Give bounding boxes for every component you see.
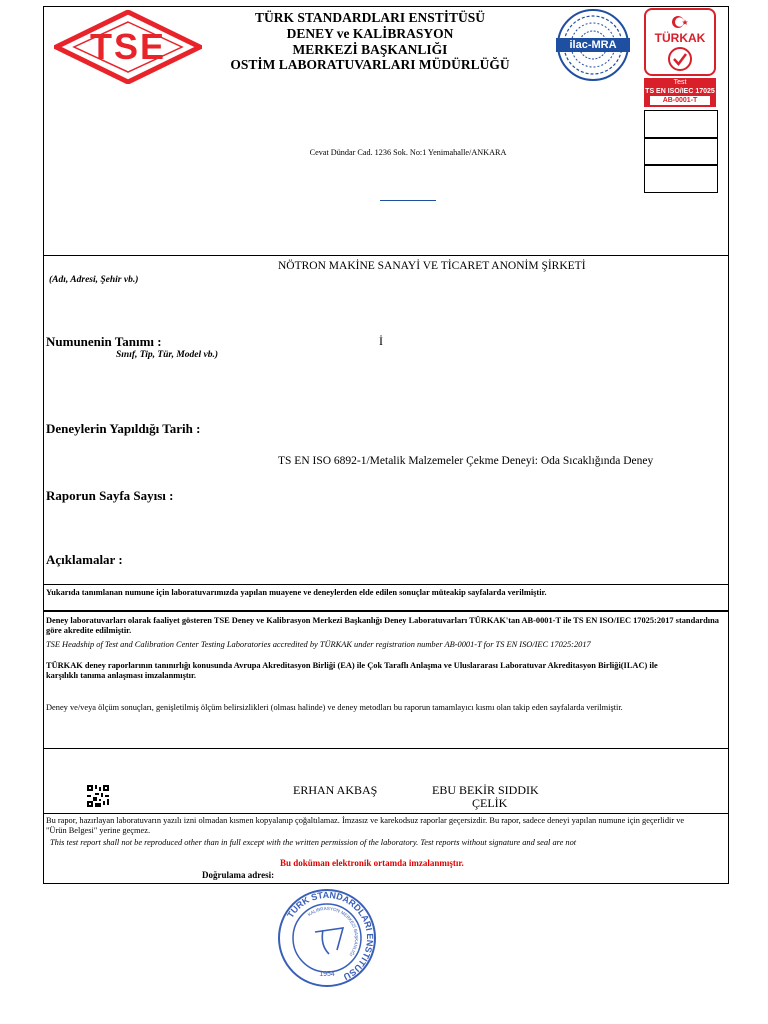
institute-line-2: DENEY ve KALİBRASYON — [286, 26, 454, 41]
report-number-box-3 — [644, 165, 718, 193]
test-method: TS EN ISO 6892-1/Metalik Malzemeler Çekme Deneyi: Oda Sıcaklığında Deney — [278, 455, 654, 467]
right-border — [728, 256, 729, 586]
signer-2-name-line-2: ÇELİK — [472, 796, 508, 810]
institute-address: Cevat Dündar Cad. 1236 Sok. No:1 Yenimahalle/ANKARA — [309, 148, 507, 157]
tse-logo — [54, 10, 202, 84]
website-link[interactable] — [380, 200, 436, 201]
ilac-mra-logo — [554, 8, 632, 82]
seal-year: 1954 — [319, 971, 335, 978]
reproduction-note-tr: Bu rapor, hazırlayan laboratuvarın yazılı izni olmadan kısmen kopyalanıp çoğaltılamaz. İmzasız ve karekodsuz raporlar geçersizdir. Bu rapor, sadece deneyi yapılan numune için geçerlidir ve "Ürün Belgesi" yerine geçmez. — [46, 816, 685, 835]
verification-label: Doğrulama adresi: — [202, 870, 275, 880]
turkak-badge — [644, 8, 716, 76]
turkak-accreditation-label — [644, 78, 716, 107]
results-note: Yukarıda tanımlanan numune için laboratuvarımızda yapılan muayene ve deneylerden elde edilen sonuçlar müteakip sayfalarda verilmiştir. — [46, 588, 547, 597]
customer-name: NÖTRON MAKİNE SANAYİ VE TİCARET ANONİM ŞİRKETİ — [278, 260, 586, 272]
accreditation-tr: Deney laboratuvarları olarak faaliyet gösteren TSE Deney ve Kalibrasyon Merkezi Başkanlığı Deney Laboratuvarları TÜRKAK'tan AB-0001-T ile TS EN ISO/IEC 17025:2017 standardına göre akredite edilmiştir. — [46, 616, 719, 635]
ilac-mra-text: ilac-MRA — [569, 39, 617, 51]
check-circle-icon — [667, 46, 693, 72]
sample-hint: Sınıf, Tip, Tür, Model vb.) — [116, 350, 219, 360]
reproduction-note-en: This test report shall not be reproduced other than in full except with the written permission of the laboratory. Test reports without signature and seal are not — [50, 838, 577, 847]
crescent-star-icon — [670, 15, 690, 29]
uncertainty-note: Deney ve/veya ölçüm sonuçları, genişletilmiş ölçüm belirsizlikleri (olması halinde) ve deney metodları bu raporun tamamlayıcı kısmı olan takip eden sayfalarda verilmiştir. — [46, 703, 623, 712]
seal-stamp-icon — [277, 888, 377, 988]
page-count-label: Raporun Sayfa Sayısı : — [46, 488, 174, 503]
institute-line-3: MERKEZİ BAŞKANLIĞI — [292, 42, 448, 57]
electronic-signature-note: Bu doküman elektronik ortamda imzalanmıştır. — [280, 858, 464, 868]
report-number-box-2 — [644, 138, 718, 165]
turkak-name: TÜRKAK — [654, 31, 706, 45]
remarks-label: Açıklamalar : — [46, 552, 123, 567]
report-number-box-1 — [644, 110, 718, 138]
left-border — [43, 256, 44, 586]
signature-left-border — [43, 749, 44, 814]
official-seal — [277, 888, 377, 988]
turkak-code-text: AB-0001-T — [662, 97, 698, 104]
customer-hint: (Adı, Adresi, Şehir vb.) — [49, 275, 139, 285]
signer-2-name-line-1: EBU BEKİR SIDDIK — [432, 783, 539, 797]
test-date-label: Deneylerin Yapıldığı Tarih : — [46, 421, 201, 436]
signer-1-name: ERHAN AKBAŞ — [293, 783, 378, 797]
institute-line-1: TÜRK STANDARDLARI ENSTİTÜSÜ — [254, 10, 486, 25]
sample-label: Numunenin Tanımı : — [46, 334, 162, 349]
sample-value: İ — [379, 334, 383, 348]
turkak-logo — [643, 6, 718, 106]
turkak-code — [650, 96, 710, 105]
seal-inner-text: KALİBRASYON MERKEZİ BAŞKANLIĞI — [306, 905, 360, 958]
qr-code-icon — [87, 785, 109, 807]
turkak-test-label: Test — [673, 79, 687, 86]
qr-code[interactable] — [87, 785, 109, 807]
institute-line-4: OSTİM LABORATUVARLARI MÜDÜRLÜĞÜ — [230, 57, 510, 72]
tse-logo-text: TSE — [89, 26, 166, 67]
turkak-standard: TS EN ISO/IEC 17025 — [645, 88, 715, 95]
recognition-note: TÜRKAK deney raporlarının tanınırlığı konusunda Avrupa Akreditasyon Birliği (EA) ile Çok Taraflı Anlaşma ve Uluslararası Laboratuvar Akreditasyon Birliği(ILAC) ile karşılıklı tanıma anlaşması imzalanmıştır. — [46, 661, 658, 680]
signature-right-border — [728, 749, 729, 814]
seal-outer-text: TÜRK STANDARDLARI ENSTİTÜSÜ — [285, 889, 376, 982]
accreditation-en: TSE Headship of Test and Calibration Center Testing Laboratories accredited by TÜRKAK under registration number AB-0001-T for TS EN ISO/IEC 17025:2017 — [46, 640, 591, 649]
